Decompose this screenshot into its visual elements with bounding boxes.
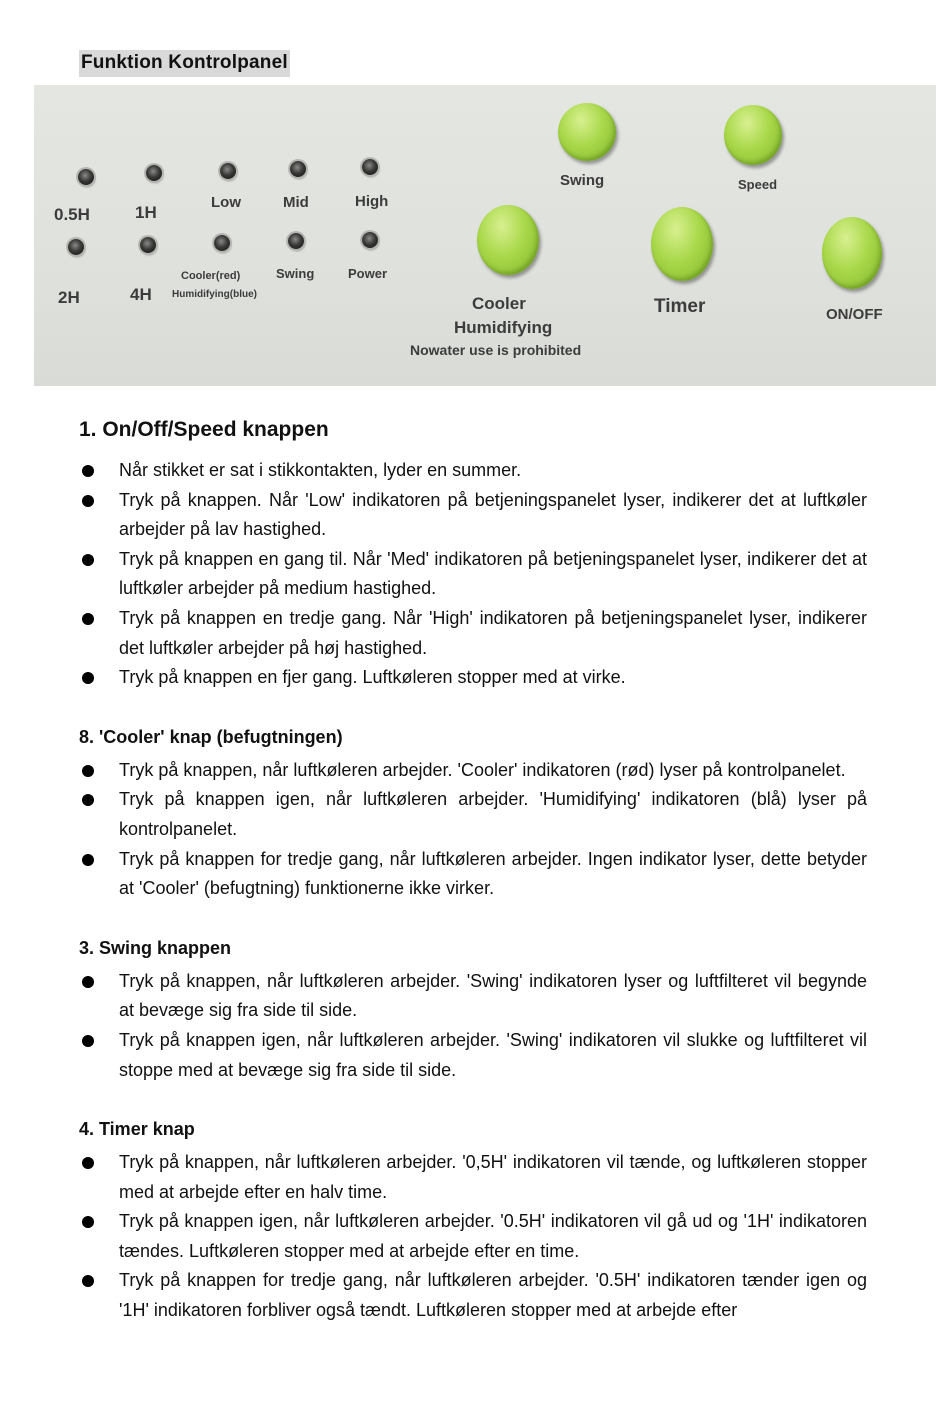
bullet-icon — [82, 765, 94, 777]
section-heading-on-off-speed: 1. On/Off/Speed knappen — [79, 418, 329, 441]
swing-button[interactable] — [558, 103, 616, 161]
list-item: Tryk på knappen, når luftkøleren arbejder. 'Swing' indikatoren lyser og luftfilteret vil begynde at bevæge sig fra side til side. — [79, 967, 867, 1026]
humidifying-button-label: Humidifying — [454, 318, 553, 337]
label-high: High — [355, 193, 389, 210]
speed-button-label: Speed — [738, 177, 778, 192]
speed-button[interactable] — [724, 105, 782, 165]
section-heading-cooler: 8. 'Cooler' knap (befugtningen) — [79, 726, 343, 747]
label-mid: Mid — [283, 194, 309, 211]
label-4h: 4H — [130, 285, 152, 304]
bullet-icon — [82, 495, 94, 507]
bullet-icon — [82, 1157, 94, 1169]
list-item: Tryk på knappen for tredje gang, når luftkøleren arbejder. '0.5H' indikatoren tænder igen og '1H' indikatoren forbliver også tændt. Luftkøleren stopper med at arbejde efter — [79, 1266, 867, 1325]
list-item: Tryk på knappen for tredje gang, når luftkøleren arbejder. Ingen indikator lyser, dette betyder at 'Cooler' (befugtning) funktionerne ikke virker. — [79, 845, 867, 904]
led-2h — [68, 239, 84, 255]
bullet-icon — [82, 854, 94, 866]
swing-list — [79, 967, 867, 1085]
no-water-warning: Nowater use is prohibited — [410, 342, 582, 358]
led-4h — [140, 237, 156, 253]
led-high — [362, 159, 378, 175]
control-panel-photo — [34, 85, 936, 386]
led-power — [362, 232, 378, 248]
section-heading-timer: 4. Timer knap — [79, 1119, 195, 1140]
list-item: Tryk på knappen, når luftkøleren arbejder. '0,5H' indikatoren vil tænde, og luftkøleren stopper med at arbejde efter en halv time. — [79, 1148, 867, 1207]
list-item: Tryk på knappen en fjer gang. Luftkøleren stopper med at virke. — [79, 663, 867, 693]
label-low: Low — [211, 194, 241, 211]
bullet-icon — [82, 1275, 94, 1287]
cooler-button-label: Cooler — [472, 294, 526, 313]
led-0-5h — [78, 169, 94, 185]
on-off-speed-list — [79, 456, 867, 693]
list-item: Tryk på knappen en gang til. Når 'Med' indikatoren på betjeningspanelet lyser, indikerer det at luftkøler arbejder på medium hastighed. — [79, 545, 867, 604]
list-item: Tryk på knappen. Når 'Low' indikatoren på betjeningspanelet lyser, indikerer det at luftkøler arbejder på lav hastighed. — [79, 486, 867, 545]
list-item: Tryk på knappen igen, når luftkøleren arbejder. 'Humidifying' indikatoren (blå) lyser på kontrolpanelet. — [79, 785, 867, 844]
label-2h: 2H — [58, 288, 80, 307]
bullet-icon — [82, 794, 94, 806]
bullet-icon — [82, 554, 94, 566]
led-mid — [290, 161, 306, 177]
led-low — [220, 163, 236, 179]
label-power: Power — [348, 266, 388, 281]
cooler-list — [79, 756, 867, 904]
timer-button[interactable] — [651, 207, 713, 281]
bullet-icon — [82, 1035, 94, 1047]
list-item: Tryk på knappen igen, når luftkøleren arbejder. '0.5H' indikatoren vil gå ud og '1H' indikatoren tændes. Luftkøleren stopper med at arbejde efter en time. — [79, 1207, 867, 1266]
list-item: Når stikket er sat i stikkontakten, lyder en summer. — [79, 456, 867, 486]
page-title: Funktion Kontrolpanel — [79, 50, 290, 77]
led-cooler — [214, 235, 230, 251]
led-swing — [288, 233, 304, 249]
led-1h — [146, 165, 162, 181]
bullet-icon — [82, 1216, 94, 1228]
bullet-icon — [82, 976, 94, 988]
label-swing-led: Swing — [276, 266, 315, 281]
list-item: Tryk på knappen igen, når luftkøleren arbejder. 'Swing' indikatoren vil slukke og luftfilteret vil stoppe med at bevæge sig fra side til side. — [79, 1026, 867, 1085]
bullet-icon — [82, 465, 94, 477]
list-item: Tryk på knappen, når luftkøleren arbejder. 'Cooler' indikatoren (rød) lyser på kontrolpanelet. — [79, 756, 867, 786]
label-humidifying-blue: Humidifying(blue) — [172, 289, 257, 300]
instructions — [79, 418, 867, 1326]
timer-list — [79, 1148, 867, 1326]
bullet-icon — [82, 613, 94, 625]
label-cooler-red: Cooler(red) — [181, 270, 241, 282]
timer-button-label: Timer — [654, 296, 706, 317]
swing-button-label: Swing — [560, 172, 605, 189]
cooler-button[interactable] — [477, 205, 539, 275]
list-item: Tryk på knappen en tredje gang. Når 'High' indikatoren på betjeningspanelet lyser, indikerer det luftkøler arbejder på høj hastighed. — [79, 604, 867, 663]
label-0-5h: 0.5H — [54, 205, 90, 224]
bullet-icon — [82, 672, 94, 684]
onoff-button-label: ON/OFF — [826, 306, 883, 323]
onoff-button[interactable] — [822, 217, 882, 289]
label-1h: 1H — [135, 203, 157, 222]
section-heading-swing: 3. Swing knappen — [79, 937, 232, 958]
